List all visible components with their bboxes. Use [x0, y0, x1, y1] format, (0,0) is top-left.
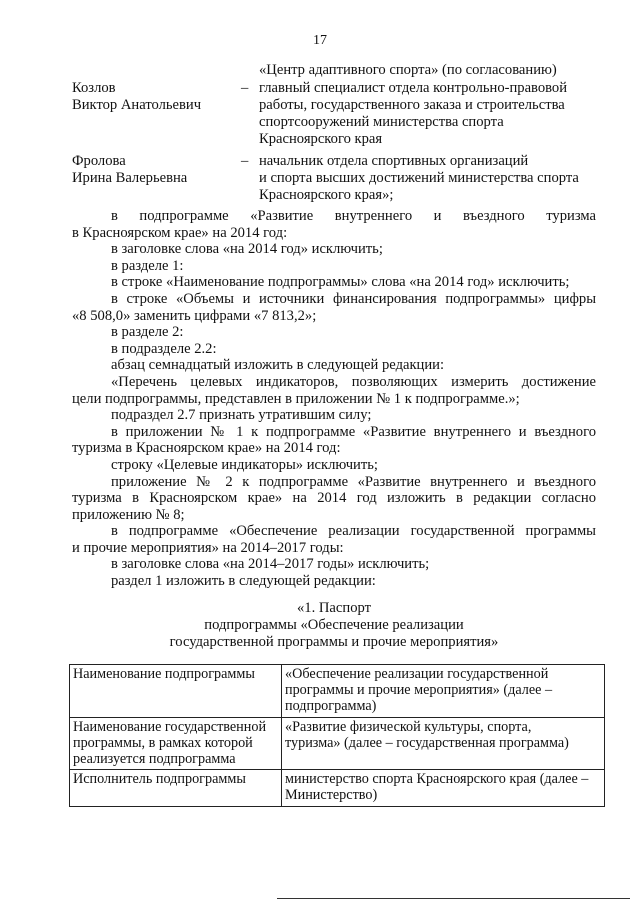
row-value-line: подпрограмма)	[285, 698, 377, 715]
member-dash: –	[241, 80, 249, 96]
member-position-line: спортсооружений министерства спорта	[259, 114, 504, 130]
page-number: 17	[313, 33, 327, 48]
text-line: в разделе 1:	[111, 257, 184, 274]
row-label-cell	[70, 770, 282, 806]
row-value-cell	[282, 770, 605, 806]
text-line: туризма в Красноярском крае» на 2014 год:	[72, 440, 341, 457]
text-line: в подпрограмме «Обеспечение реализации государственной программы	[111, 523, 596, 540]
row-label-line: Наименование государственной	[73, 718, 267, 735]
row-label-cell	[70, 717, 282, 770]
table-row	[70, 770, 605, 806]
row-value-line: туризма» (далее – государственная программа)	[285, 734, 569, 751]
member-position-line: начальник отдела спортивных организаций	[259, 153, 529, 169]
text-line: приложение № 2 к подпрограмме «Развитие внутреннего и въездного	[111, 473, 596, 490]
passport-heading: «1. Паспорт	[297, 600, 371, 616]
text-line: «8 508,0» заменить цифрами «7 813,2»;	[72, 307, 317, 324]
row-label-line: Исполнитель подпрограммы	[73, 771, 246, 788]
text-line: цели подпрограммы, представлен в приложении № 1 к подпрограмме.»;	[72, 390, 520, 407]
member-name: Ирина Валерьевна	[72, 170, 188, 186]
text-line: в подразделе 2.2:	[111, 340, 217, 357]
row-value-cell	[282, 717, 605, 770]
text-line: в разделе 2:	[111, 324, 184, 341]
member-position-line: Красноярского края	[259, 131, 383, 147]
member-surname: Фролова	[72, 153, 126, 169]
text-line: в подпрограмме «Развитие внутреннего и въездного туризма	[111, 208, 596, 224]
table-row	[70, 665, 605, 718]
row-label-line: Наименование подпрограммы	[73, 666, 255, 682]
passport-subheading: подпрограммы «Обеспечение реализации	[204, 617, 464, 633]
text-line: подраздел 2.7 признать утратившим силу;	[111, 407, 372, 424]
text-line: приложению № 8;	[72, 506, 185, 523]
text-line: в заголовке слова «на 2014–2017 годы» исключить;	[111, 556, 430, 573]
text-line: в строке «Наименование подпрограммы» слова «на 2014 год» исключить;	[111, 274, 570, 291]
text-line: в строке «Объемы и источники финансирования подпрограммы» цифры	[111, 290, 596, 307]
row-value-line: Министерство)	[285, 787, 378, 804]
text-line: раздел 1 изложить в следующей редакции:	[111, 573, 376, 590]
member-surname: Козлов	[72, 80, 116, 96]
member-position-line: и спорта высших достижений министерства спорта	[259, 170, 579, 186]
member-position-line: Красноярского края»;	[259, 187, 394, 203]
text-line: туризма в Красноярском крае» на 2014 год изложить в редакции согласно	[72, 490, 596, 507]
member-name: Виктор Анатольевич	[72, 97, 202, 113]
row-label-cell	[70, 665, 282, 718]
table-row	[70, 717, 605, 770]
text-line: в Красноярском крае» на 2014 год:	[72, 224, 288, 241]
member-dash: –	[241, 153, 249, 169]
row-value-cell	[282, 665, 605, 718]
row-value-line: министерство спорта Красноярского края (далее –	[285, 771, 589, 788]
text-line: «Перечень целевых индикаторов, позволяющих измерить достижение	[111, 373, 596, 390]
bottom-rule	[277, 898, 630, 899]
member-position-line: работы, государственного заказа и строительства	[259, 97, 565, 113]
amendment-text	[72, 208, 596, 590]
text-line: абзац семнадцатый изложить в следующей редакции:	[111, 357, 445, 374]
previous-entry-tail: «Центр адаптивного спорта» (по согласованию)	[259, 62, 557, 78]
row-value-line: программы и прочие мероприятия» (далее –	[285, 682, 553, 699]
text-line: в приложении № 1 к подпрограмме «Развитие внутреннего и въездного	[111, 423, 596, 440]
member-position-line: главный специалист отдела контрольно-правовой	[259, 80, 568, 96]
row-value-line: «Развитие физической культуры, спорта,	[285, 718, 532, 735]
text-line: строку «Целевые индикаторы» исключить;	[111, 456, 378, 473]
row-label-line: программы, в рамках которой	[73, 734, 253, 751]
row-value-line: «Обеспечение реализации государственной	[285, 666, 549, 682]
text-line: и прочие мероприятия» на 2014–2017 годы:	[72, 539, 344, 556]
row-label-line: реализуется подпрограмма	[73, 751, 236, 768]
passport-subheading: государственной программы и прочие мероприятия»	[169, 634, 499, 650]
text-line: в заголовке слова «на 2014 год» исключить;	[111, 241, 383, 258]
passport-table	[69, 664, 605, 807]
